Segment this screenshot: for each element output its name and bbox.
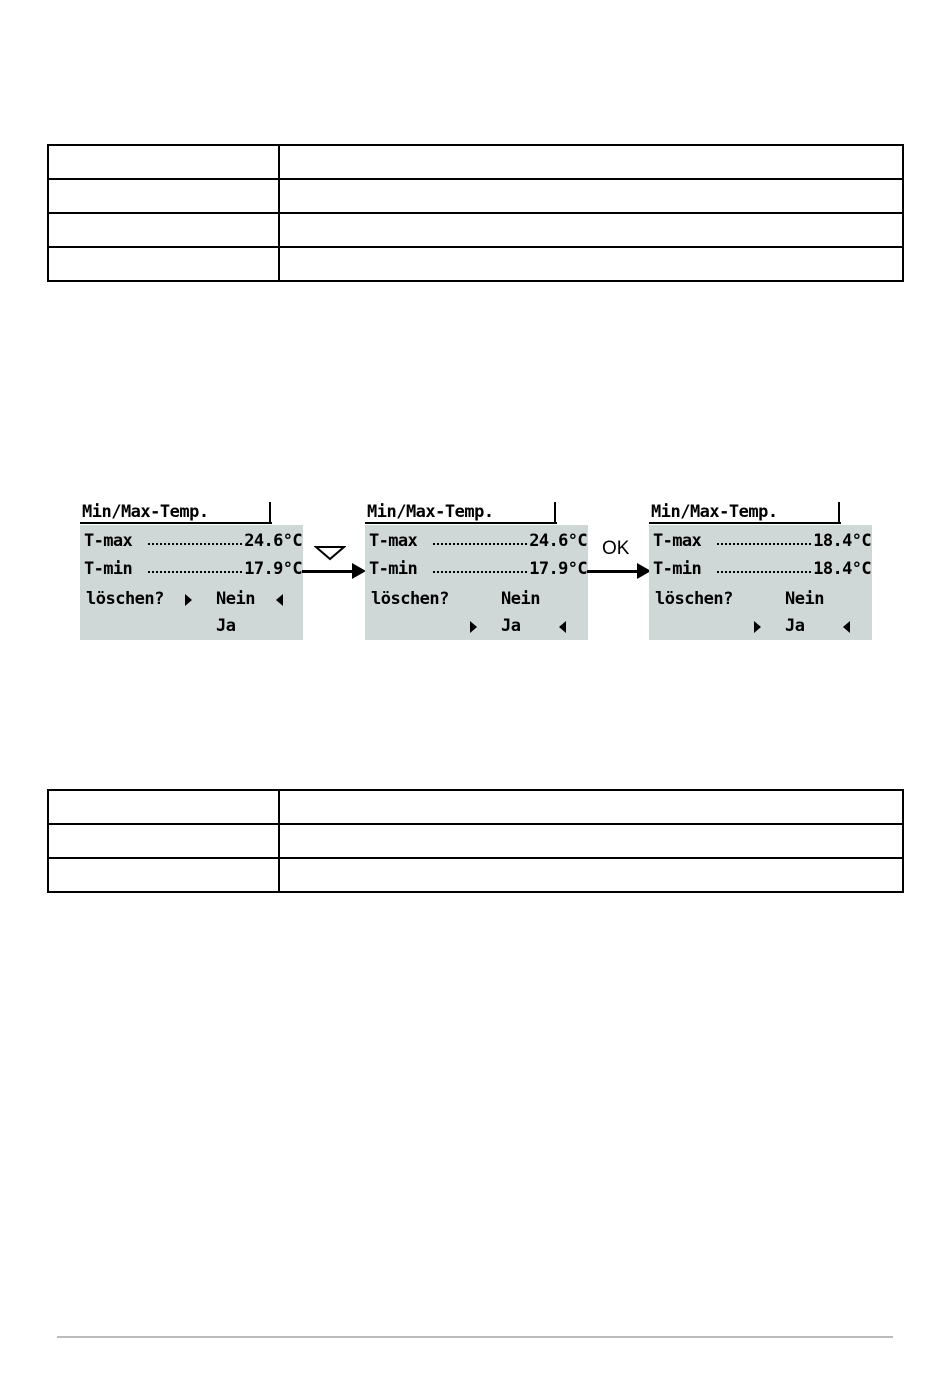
down-triangle-icon [314,545,346,561]
table-row [48,247,903,281]
bottom-table [47,789,904,893]
dot-leader [148,543,242,545]
table-cell [48,824,279,858]
option-ja[interactable]: Ja [785,616,805,636]
table-row [48,790,903,824]
dot-leader [148,571,242,573]
title-separator [269,502,271,522]
table-row [48,179,903,213]
cursor-right-icon [185,594,192,606]
tmin-row [653,556,871,582]
table-cell [48,247,279,281]
title-underline [80,522,272,524]
top-table [47,144,904,282]
tmax-value: 24.6°C [529,531,587,551]
table-row [48,145,903,179]
dot-leader [433,571,527,573]
tmin-value: 17.9°C [244,559,302,579]
option-nein[interactable]: Nein [216,589,255,609]
tmax-label: T-max [653,531,702,551]
title-underline [365,522,557,524]
lcd-title: Min/Max-Temp. [367,502,494,522]
ok-key-label: OK [602,538,630,559]
cursor-left-icon [559,621,566,633]
option-nein[interactable]: Nein [501,589,540,609]
cursor-right-icon [754,621,761,633]
lcd-screen-cleared [649,500,872,640]
lcd-title: Min/Max-Temp. [82,502,209,522]
delete-question: löschen? [371,589,449,609]
dot-leader [717,543,811,545]
table-cell [279,790,903,824]
table-cell [279,213,903,247]
option-ja[interactable]: Ja [216,616,236,636]
table-row [48,824,903,858]
table-cell [279,824,903,858]
cursor-right-icon [470,621,477,633]
option-ja[interactable]: Ja [501,616,521,636]
tmax-value: 24.6°C [244,531,302,551]
table-cell [279,145,903,179]
title-underline [649,522,841,524]
table-cell [48,145,279,179]
table-row [48,858,903,892]
cursor-left-icon [843,621,850,633]
tmin-value: 18.4°C [813,559,871,579]
table-cell [48,179,279,213]
delete-question: löschen? [655,589,733,609]
table-row [48,213,903,247]
title-separator [838,502,840,522]
table-cell [48,213,279,247]
tmax-value: 18.4°C [813,531,871,551]
delete-question: löschen? [86,589,164,609]
cursor-left-icon [276,594,283,606]
tmax-label: T-max [369,531,418,551]
dot-leader [717,571,811,573]
tmax-row [84,528,302,554]
option-nein[interactable]: Nein [785,589,824,609]
footer-divider [57,1336,893,1338]
table-cell [48,858,279,892]
tmax-row [653,528,871,554]
title-separator [554,502,556,522]
table-cell [279,858,903,892]
tmin-label: T-min [653,559,702,579]
table-cell [279,247,903,281]
dot-leader [433,543,527,545]
lcd-title: Min/Max-Temp. [651,502,778,522]
tmin-label: T-min [369,559,418,579]
tmin-label: T-min [84,559,133,579]
tmax-row [369,528,587,554]
tmin-value: 17.9°C [529,559,587,579]
lcd-screen-ja-selected [365,500,588,640]
tmin-row [84,556,302,582]
lcd-screen-initial [80,500,303,640]
table-cell [279,179,903,213]
tmin-row [369,556,587,582]
tmax-label: T-max [84,531,133,551]
table-cell [48,790,279,824]
